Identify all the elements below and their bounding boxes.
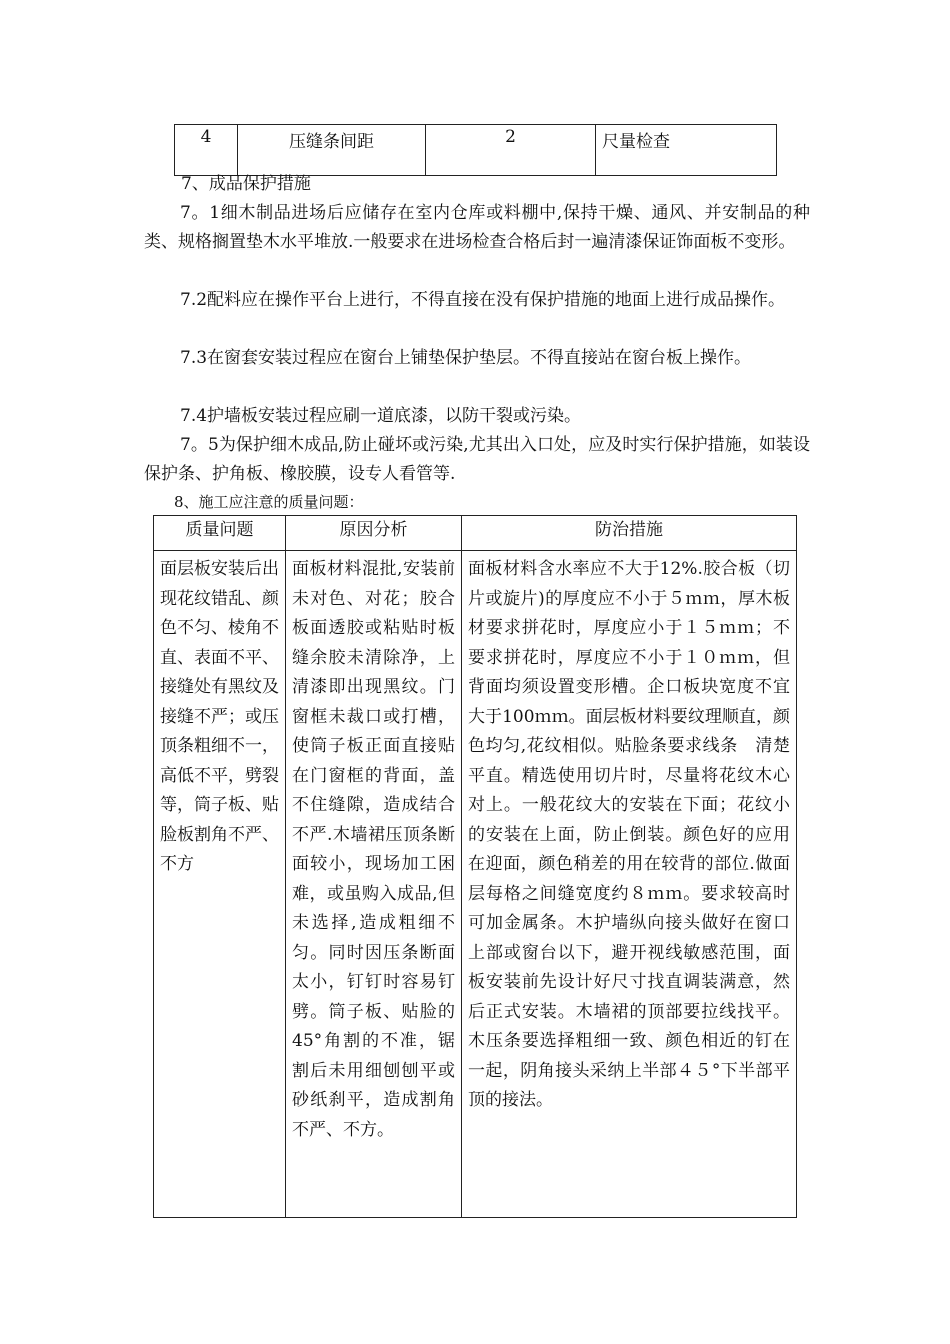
header-problem: 质量问题 [154, 516, 286, 551]
table-row [154, 551, 797, 1218]
row-item: 压缝条间距 [238, 125, 426, 176]
paragraph-7-2: 7.2配料应在操作平台上进行，不得直接在没有保护措施的地面上进行成品操作。 [180, 290, 786, 310]
cell-measure: 面板材料含水率应不大于12%.胶合板（切片或旋片)的厚度应不小于５ｍｍ，厚木板材要求拼花时，厚度应小于１５ｍｍ；不要求拼花时，厚度应不小于１０ｍｍ，但背面均须设置变形槽。企口板块宽度不宜大于100ｍｍ。面层板材料要纹理顺直，颜色均匀,花纹相似。贴脸条要求线条 清楚平直。精选使用切片时，尽量将花纹木心对上。一般花纹大的安装在下面；花纹小的安装在上面，防止倒装。颜色好的应用在迎面，颜色稍差的用在较背的部位.做面层每格之间缝宽度约８ｍｍ。要求较高时可加金属条。木护墙纵向接头做好在窗口上部或窗台以下，避开视线敏感范围，面板安装前先设计好尺寸找直调装满意，然后正式安装。木墙裙的顶部要拉线找平。木压条要选择粗细一致、颜色相近的钉在一起，阴角接头采纳上半部４５°下半部平顶的接法。 [462, 551, 797, 1218]
header-measure: 防治措施 [462, 516, 797, 551]
cell-cause: 面板材料混批,安装前未对色、对花；胶合板面透胶或粘贴时板缝余胶未清除净，上清漆即出现黑纹。门窗框未裁口或打槽，使筒子板正面直接贴在门窗框的背面，盖不住缝隙，造成结合不严.木墙裙压顶条断面较小，现场加工困难，或虽购入成品,但未选择,造成粗细不匀。同时因压条断面太小，钉钉时容易钉劈。筒子板、贴脸的45°角割的不准，锯割后未用细刨刨平或砂纸刹平，造成割角不严、不方。 [286, 551, 462, 1218]
row-tolerance: 2 [426, 125, 596, 176]
quality-issues-table [153, 515, 797, 1218]
row-number: 4 [175, 125, 238, 176]
table-header-row [154, 516, 797, 551]
table-row [175, 125, 777, 176]
paragraph-7-5: 7。5为保护细木成品,防止碰坏或污染,尤其出入口处，应及时实行保护措施，如装设保护条、护角板、橡胶膜，设专人看管等. [144, 435, 810, 484]
inspection-table [174, 124, 777, 176]
paragraph-7-1: 7。1细木制品进场后应储存在室内仓库或料棚中,保持干燥、通风、并安制品的种类、规格搁置垫木水平堆放.一般要求在进场检查合格后封一遍清漆保证饰面板不变形。 [144, 203, 810, 252]
paragraph-7-4: 7.4护墙板安装过程应刷一道底漆，以防干裂或污染。 [180, 406, 582, 426]
cell-problem: 面层板安装后出现花纹错乱、颜色不匀、棱角不直、表面不平、接缝处有黑纹及接缝不严；或压顶条粗细不一，高低不平，劈裂等，筒子板、贴脸板割角不严、不方 [154, 551, 286, 1218]
row-method: 尺量检查 [596, 125, 777, 176]
paragraph-7-3: 7.3在窗套安装过程应在窗台上铺垫保护垫层。不得直接站在窗台板上操作。 [180, 348, 752, 368]
section-7-heading: 7、成品保护措施 [181, 174, 311, 194]
section-8-heading: 8、施工应注意的质量问题： [174, 493, 364, 511]
header-cause: 原因分析 [286, 516, 462, 551]
